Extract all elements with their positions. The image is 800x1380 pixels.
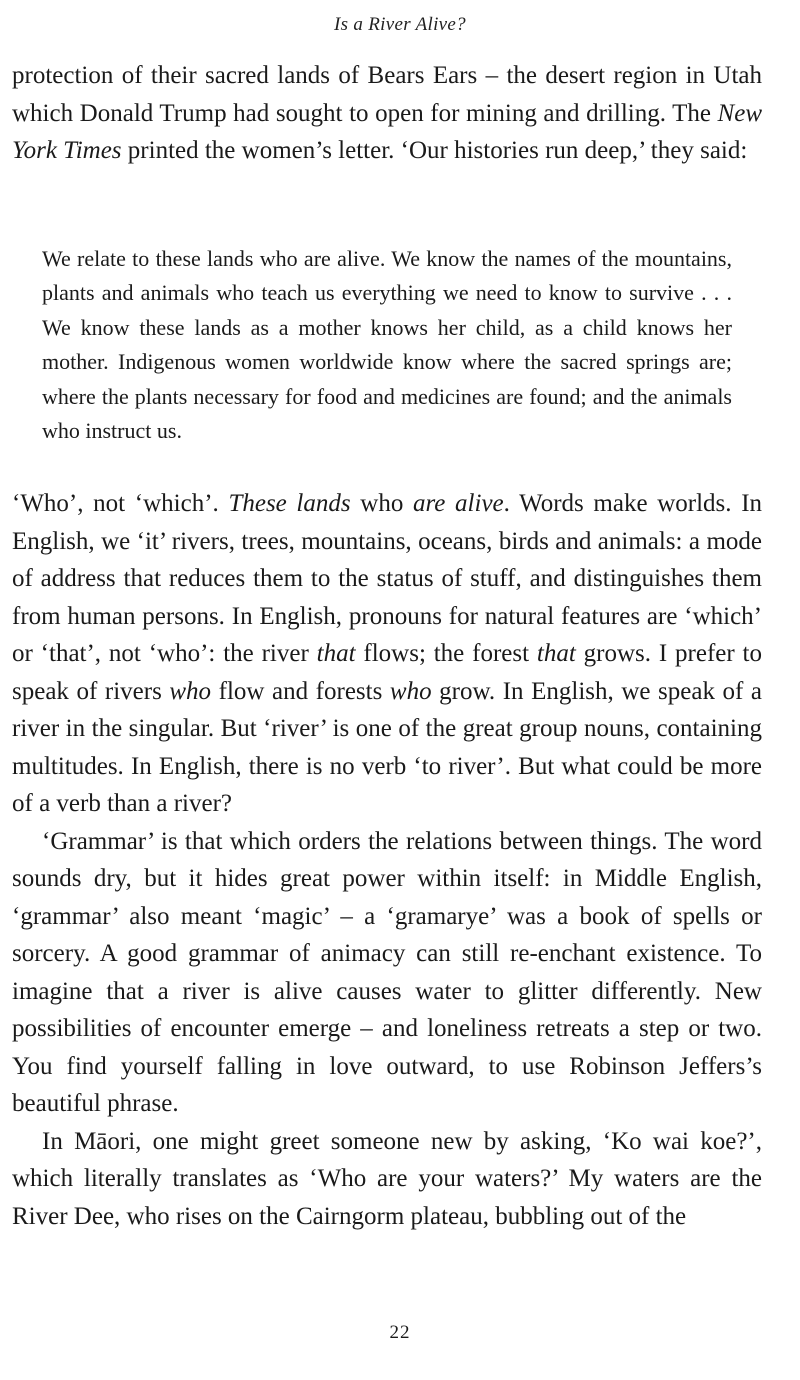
who-i4: that xyxy=(536,640,576,667)
who-i6: who xyxy=(389,677,432,705)
who-i2: are alive xyxy=(413,490,504,517)
who-s2: who xyxy=(350,490,413,517)
main-text xyxy=(12,485,762,1235)
who-s3: . Words make worlds. In English, we ‘it’ rivers, trees, mountains, oceans, birds and animals: a mode of address that reduces them to the status of stuff, and distinguishes them from human persons. In English, pronouns for natural features are ‘which’ or ‘that’, not ‘who’: the river xyxy=(12,490,763,667)
page-number: 22 xyxy=(389,1322,411,1343)
block-quote xyxy=(42,242,732,448)
newspaper-title: New York Times xyxy=(12,99,762,164)
who-s5: grows. I prefer to speak of rivers xyxy=(12,640,762,705)
who-i3: that xyxy=(316,640,356,667)
who-s4: flows; the forest xyxy=(355,640,537,667)
who-i5: who xyxy=(169,677,212,705)
running-head-title: Is a River Alive? xyxy=(334,14,466,35)
intro-text: protection of their sacred lands of Bears Ears – the desert region in Utah which Donald Trump had sought to open for mining and drilling. The xyxy=(12,62,762,127)
paragraph-who xyxy=(12,485,762,823)
paragraph-maori: In Māori, one might greet someone new by asking, ‘Ko wai koe?’, which literally translates as ‘Who are your waters?’ My waters are the River Dee, who rises on the Cairngorm plateau, bubbling out of the xyxy=(12,1127,762,1230)
who-i1: These lands xyxy=(228,490,351,517)
who-s7: grow. In English, we speak of a river in the singular. But ‘river’ is one of the great group nouns, containing multitudes. In English, there is no verb ‘to river’. But what could be more of a verb than a river? xyxy=(12,677,763,817)
paragraph-grammar: ‘Grammar’ is that which orders the relations between things. The word sounds dry, but it hides great power within itself: in Middle English, ‘grammar’ also meant ‘magic’ – a ‘gramarye’ was a book of spells or sorcery. A good grammar of animacy can still re-enchant existence. To imagine that a river is alive causes water to glitter differently. New possibilities of encounter emerge – and loneliness retreats a step or two. You find yourself falling in love outward, to use Robinson Jeffers’s beautiful phrase. xyxy=(12,827,762,1117)
who-s6: flow and forests xyxy=(211,677,390,705)
intro-text-after: printed the women’s letter. ‘Our histories run deep,’ they said: xyxy=(121,137,748,164)
intro-paragraph xyxy=(12,57,762,170)
block-quote-text: We relate to these lands who are alive. We know the names of the mountains, plants and animals who teach us everything we need to know to survive . . . We know these lands as a mother knows her child, as a child knows her mother. Indigenous women worldwide know where the sacred springs are; where the plants necessary for food and medicines are found; and the animals who instruct us. xyxy=(42,246,732,444)
who-s1: ‘Who’, not ‘which’. xyxy=(12,490,229,517)
